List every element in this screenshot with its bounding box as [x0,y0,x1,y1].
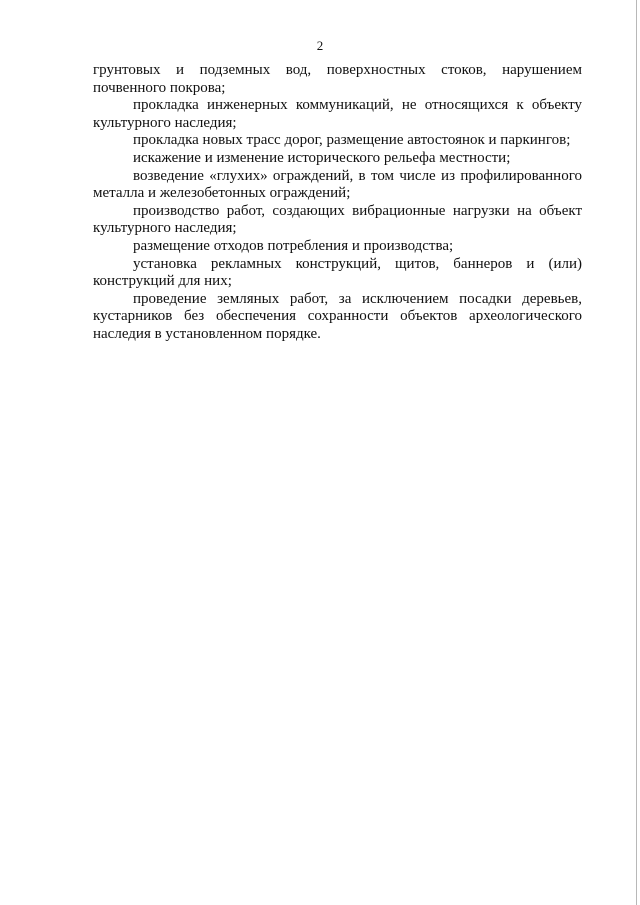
paragraph-waste: размещение отходов потребления и производства; [133,237,454,254]
paragraph-advertising: установка рекламных конструкций, щитов, баннеров и (или) конструкций для них; [93,255,582,290]
paragraph-vibration: производство работ, создающих вибрационные нагрузки на объект культурного наследия; [93,202,582,237]
page-number: 2 [316,38,324,53]
paragraph-groundwater: грунтовых и подземных вод, поверхностных стоков, нарушением почвенного покрова; [93,62,582,96]
paragraph-utilities: прокладка инженерных коммуникаций, не относящихся к объекту культурного наследия; [93,97,582,131]
paragraph-fences: возведение «глухих» ограждений, в том числе из профилированного металла и железобетонных ограждений; [93,167,582,202]
paragraph-relief: искажение и изменение исторического рельефа местности; [133,149,511,166]
paragraph-earthworks: проведение земляных работ, за исключением посадки деревьев, кустарников без обеспечения сохранности объектов археологического наследия в установленном порядке. [93,290,582,342]
document-body [93,62,582,344]
paragraph-roads-parking: прокладка новых трасс дорог, размещение автостоянок и паркингов; [133,132,571,149]
page-edge-line [636,0,637,905]
